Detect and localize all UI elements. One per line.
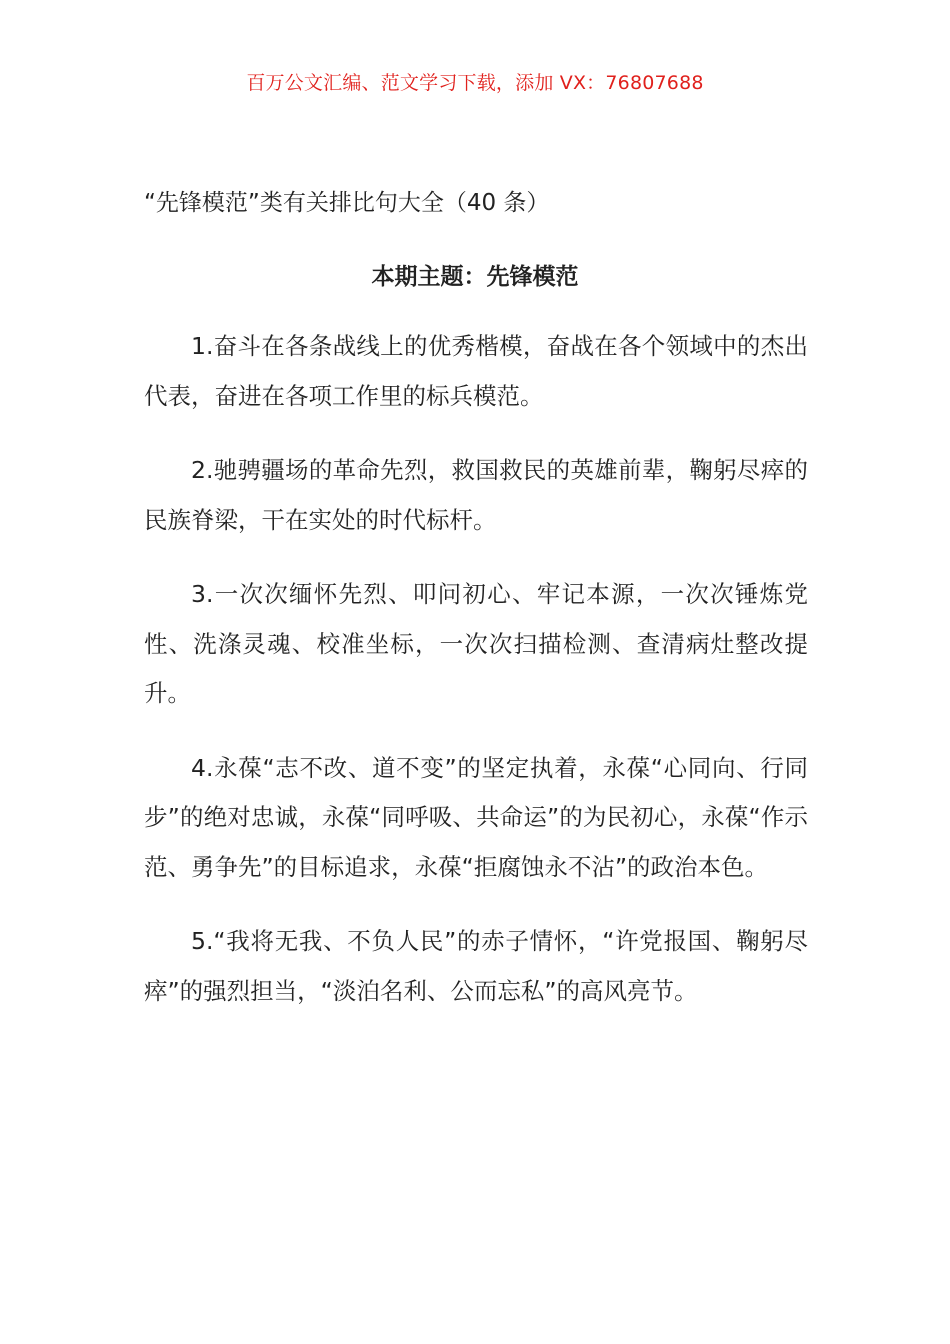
paragraph-1: 1.奋斗在各条战线上的优秀楷模，奋战在各个领域中的杰出代表，奋进在各项工作里的标兵模范。 bbox=[144, 332, 808, 410]
paragraph-4: 4.永葆“志不改、道不变”的坚定执着，永葆“心同向、行同步”的绝对忠诚，永葆“同呼吸、共命运”的为民初心，永葆“作示范、勇争先”的目标追求，永葆“拒腐蚀永不沾”的政治本色。 bbox=[144, 753, 808, 881]
paragraph-2: 2.驰骋疆场的革命先烈，救国救民的英雄前辈，鞠躬尽瘁的民族脊梁，干在实处的时代标杆。 bbox=[144, 456, 808, 534]
document-body bbox=[144, 322, 808, 1041]
paragraph-5: 5.“我将无我、不负人民”的赤子情怀，“许党报国、鞠躬尽瘁”的强烈担当，“淡泊名利、公而忘私”的高风亮节。 bbox=[144, 927, 808, 1005]
theme-heading: 本期主题：先锋模范 bbox=[371, 264, 579, 290]
paragraph-3: 3.一次次缅怀先烈、叩问初心、牢记本源，一次次锤炼党性、洗涤灵魂、校准坐标，一次次扫描检测、查清病灶整改提升。 bbox=[144, 580, 808, 707]
document-title: “先锋模范”类有关排比句大全（40 条） bbox=[144, 190, 550, 216]
promo-header: 百万公文汇编、范文学习下载，添加 VX：76807688 bbox=[246, 72, 704, 94]
